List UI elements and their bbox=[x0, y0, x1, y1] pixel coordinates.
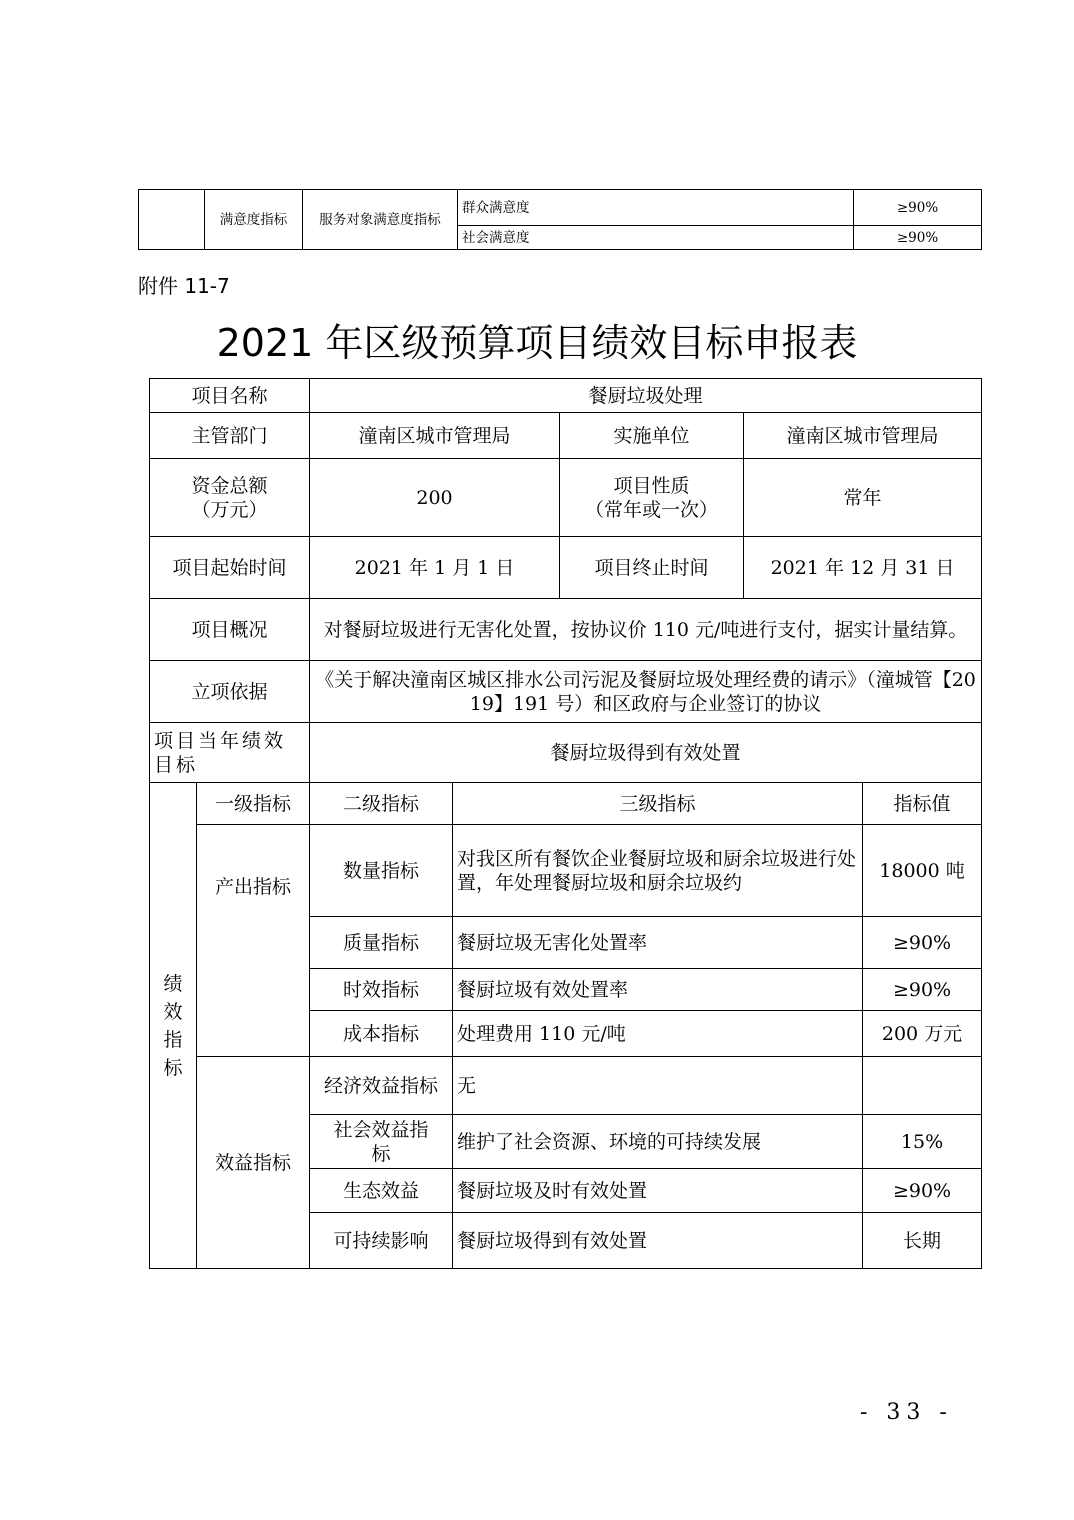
value-cell: ≥90% bbox=[854, 190, 982, 226]
goal-value: 餐厨垃圾得到有效处置 bbox=[310, 723, 982, 783]
header-level1: 一级指标 bbox=[197, 783, 310, 825]
project-name-value: 餐厨垃圾处理 bbox=[310, 379, 982, 413]
level2-cell: 服务对象满意度指标 bbox=[303, 190, 458, 250]
value-cell: 200 万元 bbox=[863, 1011, 982, 1057]
department-value: 潼南区城市管理局 bbox=[310, 413, 560, 459]
department-label: 主管部门 bbox=[150, 413, 310, 459]
header-level3: 三级指标 bbox=[453, 783, 863, 825]
attachment-label: 附件 11-7 bbox=[138, 274, 230, 298]
start-label: 项目起始时间 bbox=[150, 537, 310, 599]
value-cell: ≥90% bbox=[863, 1169, 982, 1213]
page-number: - 33 - bbox=[860, 1400, 953, 1425]
level3-cell: 餐厨垃圾无害化处置率 bbox=[453, 917, 863, 969]
level2-cell: 时效指标 bbox=[310, 969, 453, 1011]
unit-value: 潼南区城市管理局 bbox=[744, 413, 982, 459]
funds-label bbox=[150, 459, 310, 537]
performance-goal-form bbox=[149, 378, 982, 1269]
empty-cell bbox=[139, 190, 205, 250]
indicator-cell: 社会满意度 bbox=[458, 226, 854, 250]
value-cell: ≥90% bbox=[854, 226, 982, 250]
level2-cell: 社会效益指标 bbox=[310, 1115, 453, 1169]
basis-label: 立项依据 bbox=[150, 661, 310, 723]
funds-label-line1: 资金总额 bbox=[191, 474, 268, 497]
level1-cell: 满意度指标 bbox=[205, 190, 303, 250]
end-value: 2021 年 12 月 31 日 bbox=[744, 537, 982, 599]
value-cell: ≥90% bbox=[863, 917, 982, 969]
value-cell bbox=[863, 1057, 982, 1115]
level3-cell: 餐厨垃圾有效处置率 bbox=[453, 969, 863, 1011]
project-name-label: 项目名称 bbox=[150, 379, 310, 413]
basis-value: 《关于解决潼南区城区排水公司污泥及餐厨垃圾处理经费的请示》（潼城管【2019】191 号）和区政府与企业签订的协议 bbox=[310, 661, 982, 723]
level2-cell: 可持续影响 bbox=[310, 1213, 453, 1269]
overview-label: 项目概况 bbox=[150, 599, 310, 661]
value-cell: 18000 吨 bbox=[863, 825, 982, 917]
indicators-section-label bbox=[150, 783, 197, 1269]
value-cell: 15% bbox=[863, 1115, 982, 1169]
value-cell: ≥90% bbox=[863, 969, 982, 1011]
funds-value: 200 bbox=[310, 459, 560, 537]
level2-cell: 经济效益指标 bbox=[310, 1057, 453, 1115]
start-value: 2021 年 1 月 1 日 bbox=[310, 537, 560, 599]
level3-cell: 餐厨垃圾得到有效处置 bbox=[453, 1213, 863, 1269]
unit-label: 实施单位 bbox=[560, 413, 744, 459]
level3-cell: 餐厨垃圾及时有效处置 bbox=[453, 1169, 863, 1213]
level3-cell: 维护了社会资源、环境的可持续发展 bbox=[453, 1115, 863, 1169]
output-indicator-label: 产出指标 bbox=[197, 825, 310, 1057]
nature-label-line1: 项目性质 bbox=[613, 474, 690, 497]
end-label: 项目终止时间 bbox=[560, 537, 744, 599]
previous-page-table bbox=[138, 189, 982, 250]
benefit-indicator-label: 效益指标 bbox=[197, 1057, 310, 1269]
level3-cell: 无 bbox=[453, 1057, 863, 1115]
level2-cell: 质量指标 bbox=[310, 917, 453, 969]
level2-cell: 生态效益 bbox=[310, 1169, 453, 1213]
level3-cell: 对我区所有餐饮企业餐厨垃圾和厨余垃圾进行处置，年处理餐厨垃圾和厨余垃圾约 bbox=[453, 825, 863, 917]
level2-cell: 数量指标 bbox=[310, 825, 453, 917]
indicator-cell: 群众满意度 bbox=[458, 190, 854, 226]
nature-label-line2: （常年或一次） bbox=[585, 498, 719, 521]
page-title: 2021 年区级预算项目绩效目标申报表 bbox=[216, 321, 858, 365]
nature-value: 常年 bbox=[744, 459, 982, 537]
nature-label bbox=[560, 459, 744, 537]
level3-cell: 处理费用 110 元/吨 bbox=[453, 1011, 863, 1057]
value-cell: 长期 bbox=[863, 1213, 982, 1269]
header-value: 指标值 bbox=[863, 783, 982, 825]
overview-value: 对餐厨垃圾进行无害化处置，按协议价 110 元/吨进行支付，据实计量结算。 bbox=[310, 599, 982, 661]
funds-label-line2: （万元） bbox=[191, 498, 268, 521]
goal-label: 项目当年绩效目标 bbox=[150, 723, 310, 783]
level2-cell: 成本指标 bbox=[310, 1011, 453, 1057]
indicators-section-text: 绩效指标 bbox=[163, 972, 183, 1079]
header-level2: 二级指标 bbox=[310, 783, 453, 825]
